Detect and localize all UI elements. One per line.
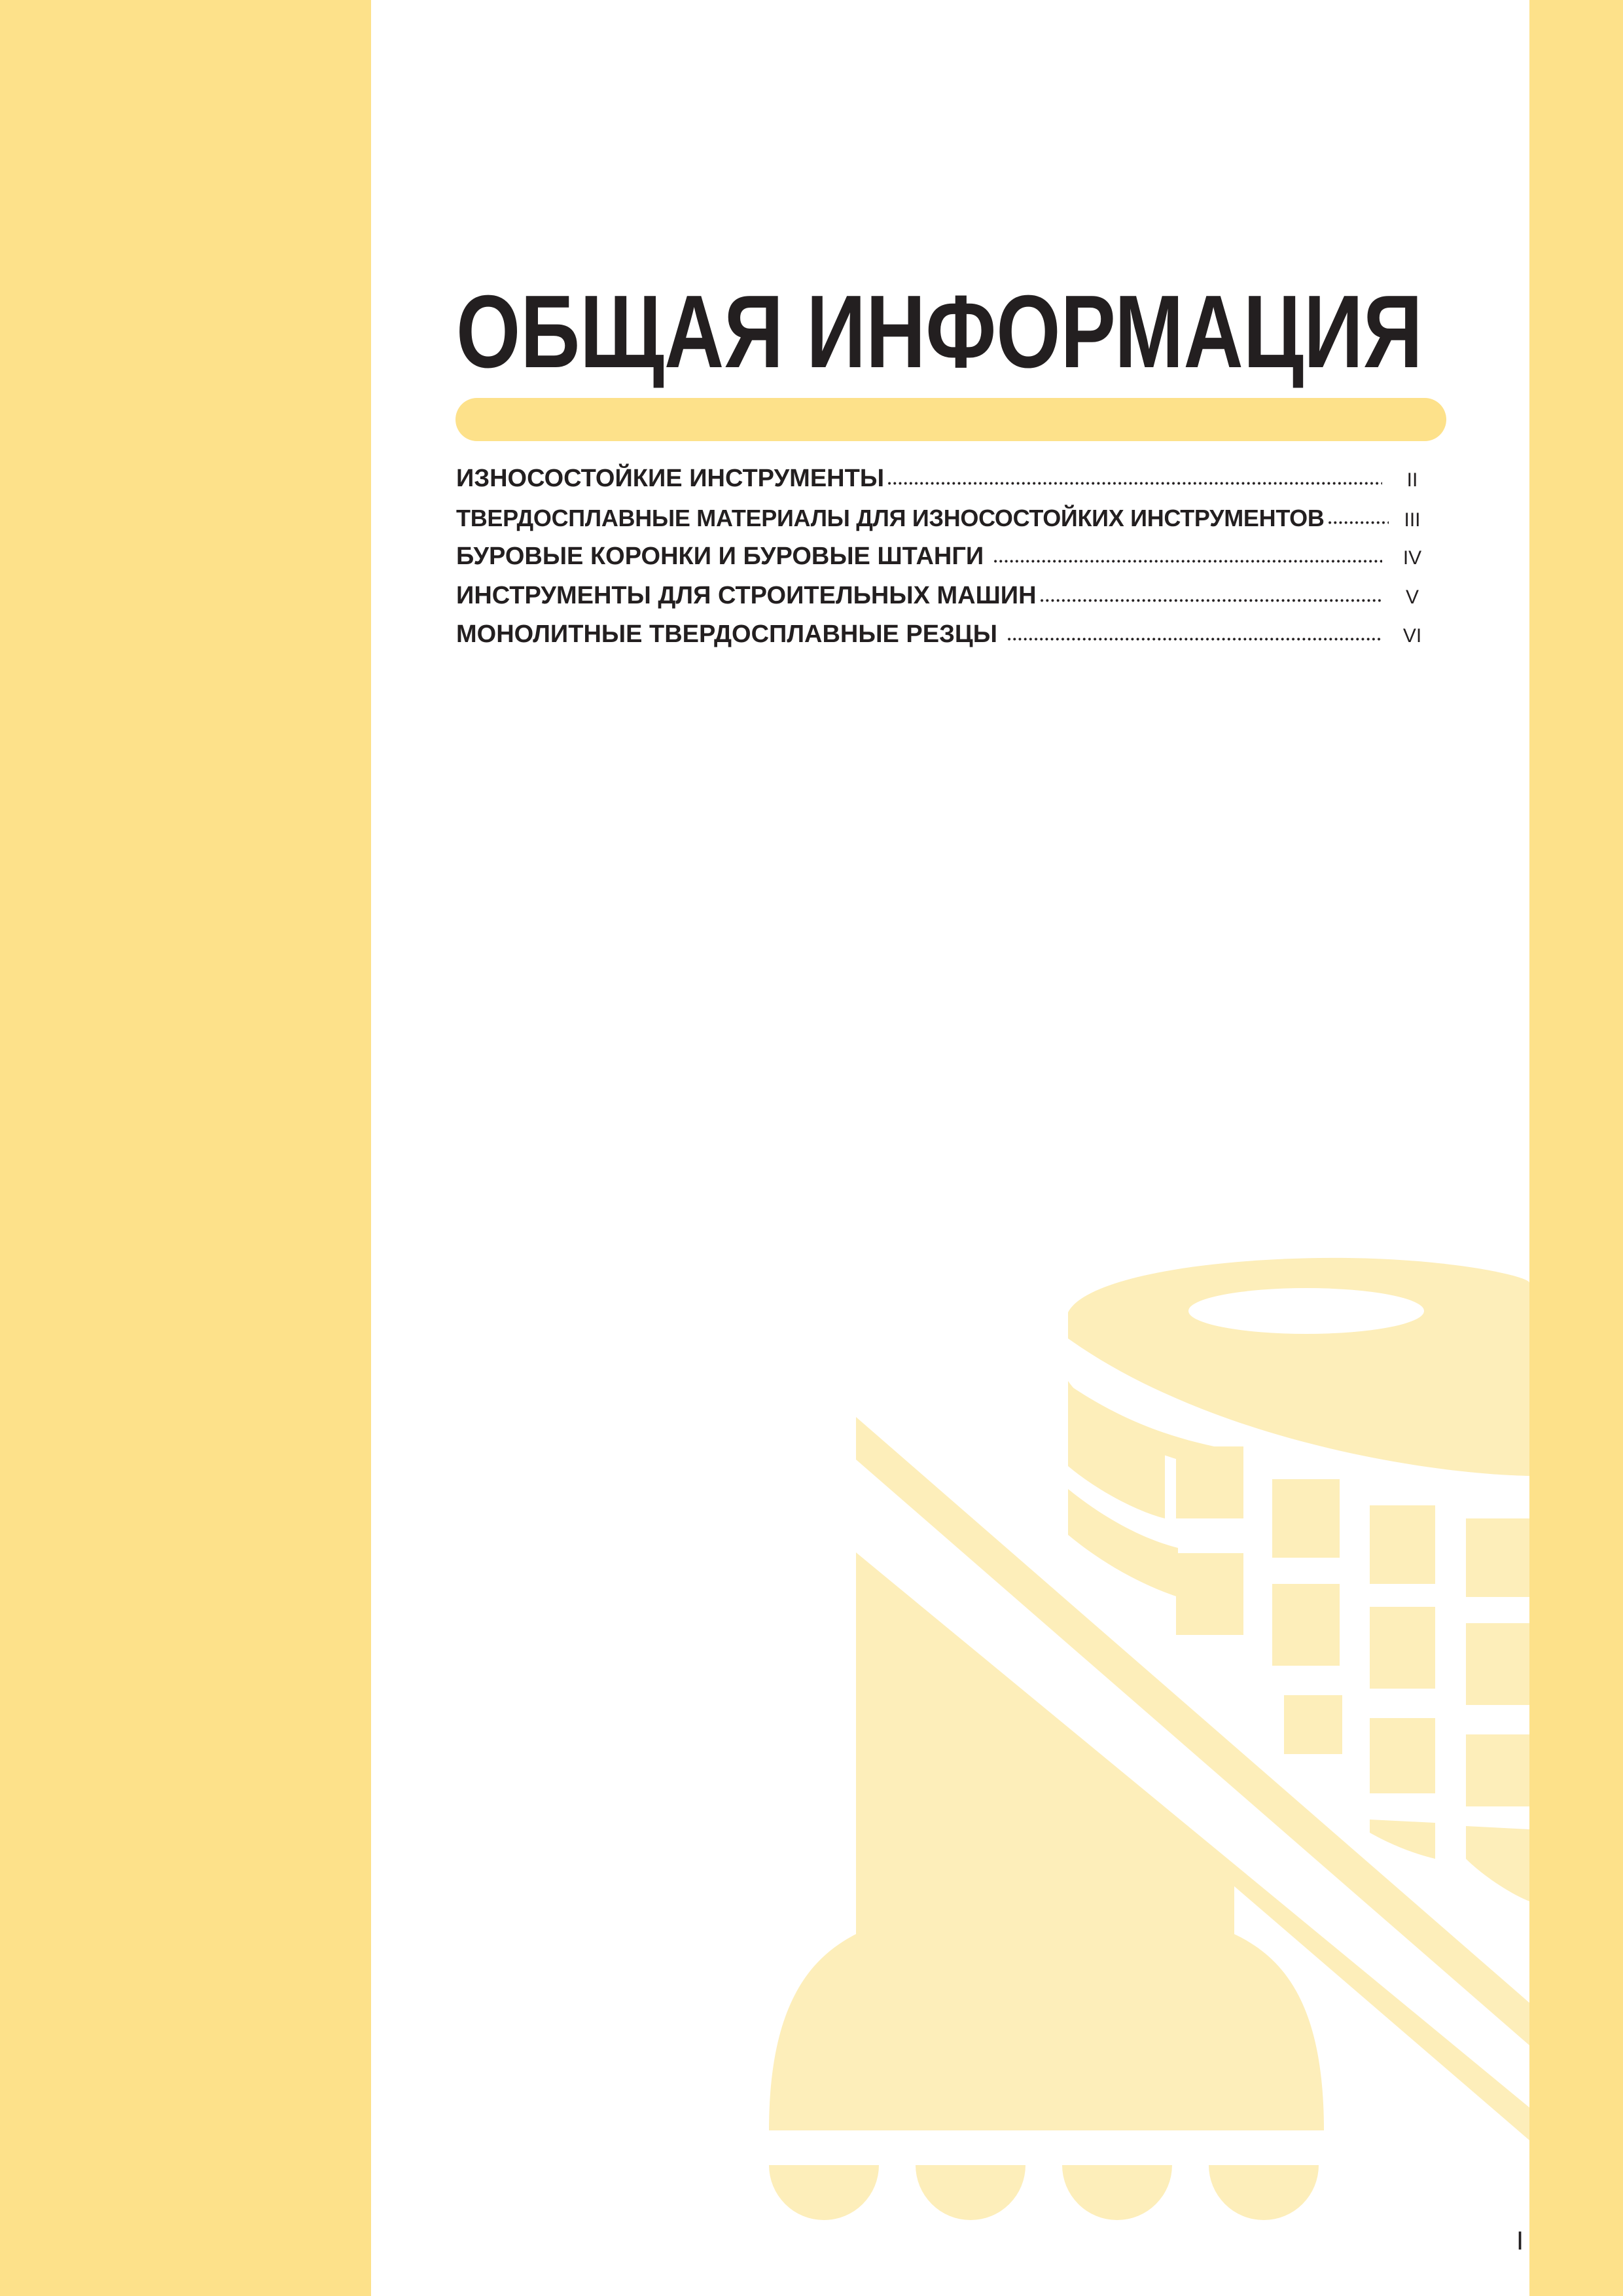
toc-entry-title: ИЗНОСОСТОЙКИЕ ИНСТРУМЕНТЫ (456, 465, 885, 492)
table-of-contents (456, 459, 1428, 655)
dot-leader (993, 560, 1382, 563)
toc-entry-page: IV (1402, 547, 1422, 569)
dot-leader (1327, 521, 1389, 524)
toc-entry-title: БУРОВЫЕ КОРОНКИ И БУРОВЫЕ ШТАНГИ (456, 543, 984, 570)
toc-entry[interactable] (456, 577, 1428, 616)
toc-entry-title: МОНОЛИТНЫЕ ТВЕРДОСПЛАВНЫЕ РЕЗЦЫ (456, 620, 997, 648)
toc-entry-page: V (1405, 586, 1419, 608)
toc-entry-page: III (1404, 509, 1421, 531)
dot-leader (1039, 599, 1382, 602)
dot-leader (887, 482, 1382, 485)
toc-entry-page: VI (1402, 625, 1422, 647)
toc-entry[interactable] (456, 459, 1428, 499)
toc-entry[interactable] (456, 615, 1428, 655)
dot-leader (1007, 637, 1382, 641)
toc-entry-page: II (1406, 469, 1418, 491)
page-number: I (1516, 2227, 1524, 2255)
page-title: ОБЩАЯ ИНФОРМАЦИЯ (456, 274, 1423, 389)
toc-entry-title: ТВЕРДОСПЛАВНЫЕ МАТЕРИАЛЫ ДЛЯ ИЗНОСОСТОЙКИХ ИНСТРУМЕНТОВ (456, 504, 1325, 531)
toc-entry[interactable] (456, 499, 1428, 538)
toc-entry-title: ИНСТРУМЕНТЫ ДЛЯ СТРОИТЕЛЬНЫХ МАШИН (456, 581, 1037, 609)
title-underline-bar (455, 398, 1446, 441)
toc-entry[interactable] (456, 537, 1428, 577)
